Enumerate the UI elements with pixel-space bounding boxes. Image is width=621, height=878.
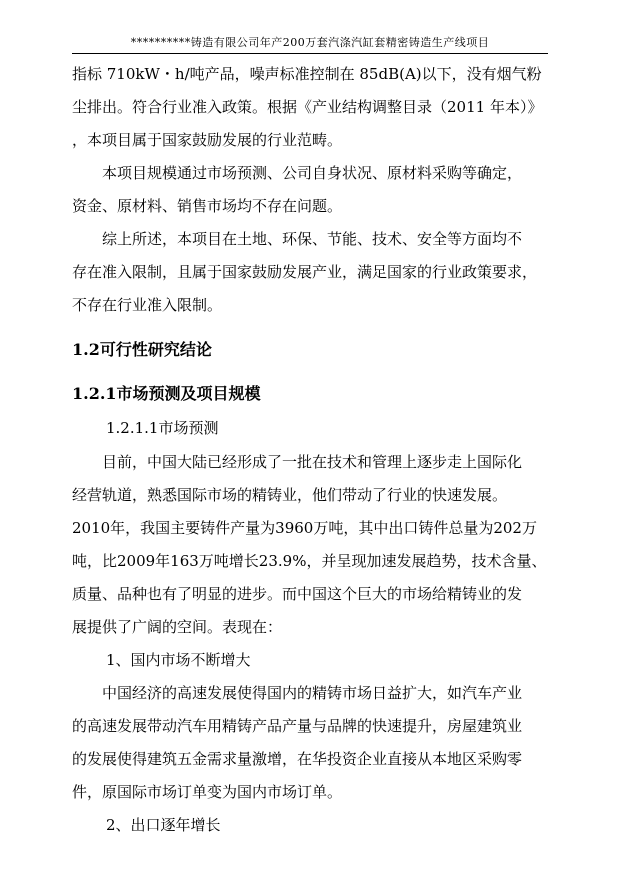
section-heading: 1.2可行性研究结论 [72,340,212,359]
paragraph-line: 吨，比2009年163万吨增长23.9%，并呈现加速发展趋势，技术含量、 [72,552,547,570]
paragraph-line: 中国经济的高速发展使得国内的精铸市场日益扩大，如汽车产业 [102,684,523,702]
paragraph-line: 目前，中国大陆已经形成了一批在技术和管理上逐步走上国际化 [102,453,523,471]
list-item-heading: 2、出口逐年增长 [106,816,221,834]
list-item-heading: 1、国内市场不断增大 [106,651,251,669]
paragraph-line: 资金、原材料、销售市场均不存在问题。 [72,197,343,215]
page-header: **********铸造有限公司年产200万套汽涤汽缸套精密铸造生产线项目 [130,36,490,49]
paragraph-line: 经营轨道，熟悉国际市场的精铸业，他们带动了行业的快速发展。 [72,486,508,504]
paragraph-line: 的发展使得建筑五金需求量激增，在华投资企业直接从本地区采购零 [72,750,523,768]
subsubsection-heading: 1.2.1.1市场预测 [106,419,219,437]
paragraph-line: 综上所述，本项目在土地、环保、节能、技术、安全等方面均不 [102,230,523,248]
paragraph-line: 2010年，我国主要铸件产量为3960万吨，其中出口铸件总量为202万 [72,519,537,537]
paragraph-line: 本项目规模通过市场预测、公司自身状况、原材料采购等确定， [102,164,523,182]
subsection-heading: 1.2.1市场预测及项目规模 [72,384,261,403]
paragraph-line: 的高速发展带动汽车用精铸产品产量与品牌的快速提升，房屋建筑业 [72,717,523,735]
paragraph-line: 质量、品种也有了明显的进步。而中国这个巨大的市场给精铸业的发 [72,585,523,603]
paragraph-line: 指标 710kW・h/吨产品，噪声标准控制在 85dB(A)以下，没有烟气粉 [72,65,542,83]
paragraph-line: 件，原国际市场订单变为国内市场订单。 [72,783,343,801]
paragraph-line: 展提供了广阔的空间。表现在： [72,618,283,636]
paragraph-line: 尘排出。符合行业准入政策。根据《产业结构调整目录（2011 年本）》 [72,98,543,116]
paragraph-line: ，本项目属于国家鼓励发展的行业范畴。 [72,131,343,149]
header-rule [72,53,548,54]
paragraph-line: 不存在行业准入限制。 [72,296,223,314]
paragraph-line: 存在准入限制，且属于国家鼓励发展产业，满足国家的行业政策要求， [72,263,538,281]
